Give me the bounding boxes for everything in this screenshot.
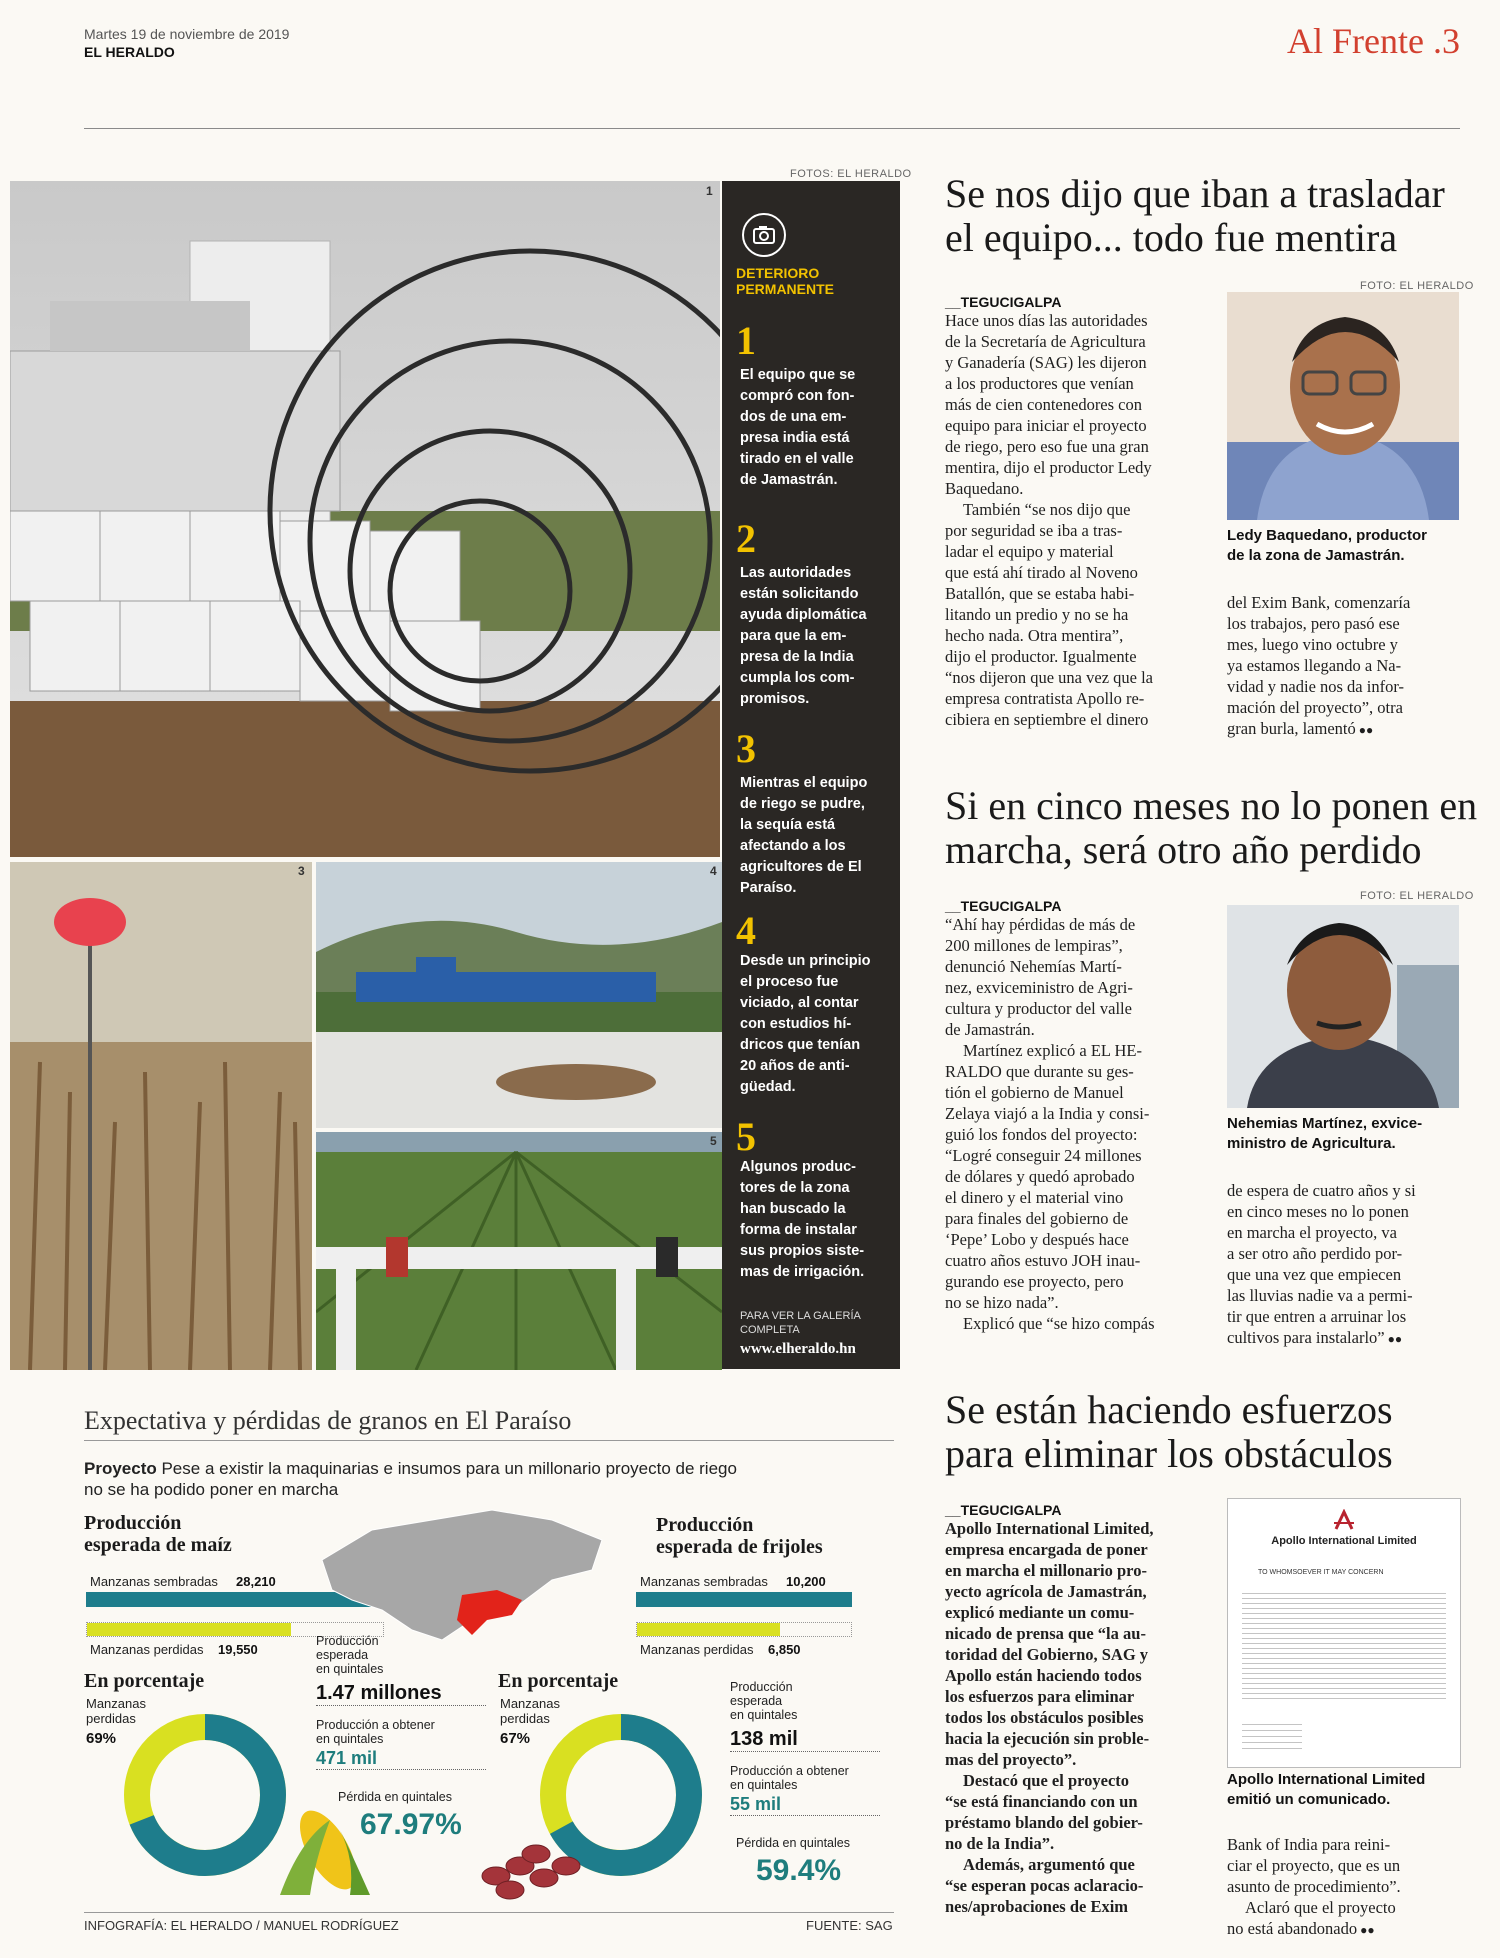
sidebar-item-text: El equipo que se compró con fon- dos de una em- presa india está tirado en el valle de Jamastrán. (740, 367, 856, 488)
document-signature (1242, 1719, 1302, 1749)
infographic-rule (84, 1440, 894, 1441)
frijoles-pct-label: Manzanas perdidas (500, 1696, 560, 1726)
maiz-pct-label: Manzanas perdidas (86, 1696, 146, 1726)
maiz-esperada-value: 1.47 millones (316, 1682, 486, 1706)
photo-irrigation-pipes (316, 1132, 722, 1370)
article1-headline: Se nos dijo que iban a trasladar el equipo... todo fue mentira (945, 171, 1445, 260)
article2-headline: Si en cinco meses no lo ponen en marcha, será otro año perdido (945, 783, 1478, 872)
article1-caption: Ledy Baquedano, productor de la zona de Jamastrán. (1227, 527, 1428, 564)
newspaper-name: EL HERALDO (84, 44, 175, 60)
frijoles-obtener-label: Producción a obtener en quintales (730, 1764, 849, 1792)
frijoles-perdidas-value: 6,850 (768, 1642, 801, 1657)
sidebar-item-number: 4 (736, 908, 756, 953)
frijoles-sembradas-label: Manzanas sembradas (640, 1574, 768, 1589)
photo-number-4: 4 (710, 864, 717, 878)
document-company: Apollo International Limited (1271, 1535, 1417, 1547)
gallery-note: PARA VER LA GALERÍA COMPLETA (740, 1310, 861, 1336)
maiz-perdidas-bar (87, 1623, 291, 1636)
frijoles-esperada-label: Producción esperada en quintales (730, 1680, 798, 1722)
issue-date: Martes 19 de noviembre de 2019 (84, 26, 290, 42)
sidebar-title-line2: PERMANENTE (736, 281, 835, 297)
photo-number-5: 5 (710, 1134, 717, 1148)
photo-warehouse-razor-wire (10, 181, 720, 857)
maiz-esperada-label: Producción esperada en quintales (316, 1634, 384, 1676)
header-rule (84, 128, 1460, 129)
article1-column1: Hace unos días las autoridades de la Secretaría de Agricultura y Ganadería (SAG) les dijeron a los productores que venían más de cien contenedores con equipo para iniciar el proyecto de riego, pero eso fue una gran mentira, dijo el productor Ledy Baquedano. También “se nos dijo que por seguridad se iba a tras- ladar el equipo y material que está ahí tirado al Noveno Batallón, que se estaba habi- litando un predio y no se ha hecho nada. Otra mentira”, dijo el productor. Igualmente “nos dijeron que una vez que la empresa contratista Apollo re- cibiera en septiembre el dinero (945, 311, 1154, 729)
photo-number-3: 3 (298, 864, 305, 878)
infographic-source: FUENTE: SAG (806, 1918, 893, 1933)
article1-dateline: __TEGUCIGALPA (945, 294, 1062, 310)
infographic-credit: INFOGRAFÍA: EL HERALDO / MANUEL RODRÍGUEZ (84, 1918, 399, 1933)
maiz-perdida-value: 67.97% (360, 1808, 462, 1841)
frijoles-perdidas-bar (637, 1623, 780, 1636)
article1-photo-credit: FOTO: EL HERALDO (1360, 280, 1474, 292)
frijoles-pct-heading: En porcentaje (498, 1670, 619, 1692)
photos-credit: FOTOS: EL HERALDO (790, 168, 912, 180)
frijoles-perdidas-label: Manzanas perdidas (640, 1642, 754, 1657)
photo-blue-machinery (316, 862, 722, 1128)
honduras-map (312, 1500, 612, 1655)
article3-caption: Apollo International Limited emitió un comunicado. (1227, 1771, 1426, 1808)
camera-icon (742, 213, 786, 257)
infographic-lead: Proyecto Pese a existir la maquinarias e insumos para un millonario proyecto de riego no se ha podido poner en marcha (84, 1459, 737, 1499)
sidebar-item-number: 1 (736, 318, 756, 363)
infographic-footer-rule (84, 1912, 894, 1913)
frijoles-sembradas-bar (636, 1592, 852, 1607)
end-mark-icon: ●● (1357, 1923, 1375, 1937)
article3-column1: Apollo International Limited, empresa encargada de poner en marcha el millonario pro- yecto agrícola de Jamastrán, explicó mediante un comu- nicado de prensa que “la au- toridad del Gobierno, SAG y Apollo están haciendo todos los esfuerzos para eliminar todos los obstáculos posibles hacia la ejecución sin proble- mas del proyecto”. Destacó que el proyecto “se está financiando con un préstamo blando del gobier- no de la India”. Además, argumentó que “se esperan pocas aclaracio- nes/aprobaciones de Exim (945, 1519, 1154, 1916)
sidebar-item-text: Algunos produc- tores de la zona han buscado la forma de instalar sus propios siste- mas de irrigación. (740, 1159, 865, 1280)
beans-icon (476, 1836, 586, 1902)
maiz-obtener-label: Producción a obtener en quintales (316, 1718, 435, 1746)
frijoles-perdida-value: 59.4% (756, 1854, 842, 1887)
photo-number-1: 1 (706, 184, 713, 198)
apollo-press-release-document (1227, 1498, 1461, 1768)
frijoles-pct-value: 67% (500, 1730, 531, 1747)
article2-dateline: __TEGUCIGALPA (945, 898, 1062, 914)
document-to: TO WHOMSOEVER IT MAY CONCERN (1258, 1569, 1384, 1576)
maiz-perdidas-label: Manzanas perdidas (90, 1642, 204, 1657)
sidebar-deterioro-permanente (722, 181, 900, 1369)
sidebar-item-text: Desde un principio el proceso fue viciado, al contar con estudios hí- dricos que tenían 20 años de anti- güedad. (740, 953, 871, 1095)
photo-dry-cornfield (10, 862, 312, 1370)
article2-column2: de espera de cuatro años y si en cinco meses no lo ponen en marcha el proyecto, va a ser otro año perdido por- que una vez que empiecen las lluvias nadie va a permi- tir que entren a arruinar los cultivos para instalarlo” ●● (1227, 1181, 1416, 1347)
maiz-heading: Producción esperada de maíz (84, 1512, 232, 1556)
end-mark-icon: ●● (1355, 723, 1374, 737)
frijoles-sembradas-value: 10,200 (786, 1574, 826, 1589)
article2-column1: “Ahí hay pérdidas de más de 200 millones de lempiras”, denunció Nehemías Martí- nez, exviceministro de Agri- cultura y productor del valle de Jamastrán. Martínez explicó a EL HE- RALDO que durante su ges- tión el gobierno de Manuel Zelaya viajó a la India y consi- guió los fondos del proyecto: “Logré conseguir 24 millones de dólares y quedó aprobado el dinero y el material vino para finales del gobierno de ‘Pepe’ Lobo y después hace cuatro años estuvo JOH inau- gurando ese proyecto, pero no se hizo nada”. Explicó que “se hizo compás (945, 915, 1155, 1333)
apollo-logo-icon (1332, 1509, 1356, 1533)
document-body-lines (1242, 1589, 1446, 1699)
sidebar-title-line1: DETERIORO (736, 265, 820, 281)
maiz-sembradas-label: Manzanas sembradas (90, 1574, 218, 1589)
sidebar-item-number: 2 (736, 516, 756, 561)
article1-column2: del Exim Bank, comenzaría los trabajos, pero pasó ese mes, luego vino octubre y ya estamos llegando a Na- vidad y nadie nos da infor- mación del proyecto”, otra gran burla, lamentó ●● (1227, 593, 1411, 738)
portrait-nehemias-martinez (1227, 905, 1459, 1108)
section-title: Al Frente .3 (1287, 21, 1460, 61)
frijoles-obtener-value: 55 mil (730, 1794, 880, 1816)
maiz-sembradas-value: 28,210 (236, 1574, 276, 1589)
sidebar-item-number: 5 (736, 1114, 756, 1159)
portrait-ledy-baquedano (1227, 292, 1459, 520)
maiz-perdida-label: Pérdida en quintales (338, 1790, 452, 1804)
sidebar-item-text: Las autoridades están solicitando ayuda diplomática para que la em- presa de la India cumpla los com- promisos. (740, 565, 867, 707)
frijoles-perdida-label: Pérdida en quintales (736, 1836, 850, 1850)
article2-photo-credit: FOTO: EL HERALDO (1360, 890, 1474, 902)
infographic-title: Expectativa y pérdidas de granos en El Paraíso (84, 1406, 572, 1435)
frijoles-esperada-value: 138 mil (730, 1728, 880, 1752)
map-el-paraiso (457, 1590, 522, 1635)
maiz-pct-heading: En porcentaje (84, 1670, 205, 1692)
article3-dateline: __TEGUCIGALPA (945, 1502, 1062, 1518)
maiz-pct-value: 69% (86, 1730, 117, 1747)
article3-headline: Se están haciendo esfuerzos para eliminar los obstáculos (945, 1387, 1393, 1476)
maiz-perdidas-value: 19,550 (218, 1642, 258, 1657)
sidebar-item-text: Mientras el equipo de riego se pudre, la sequía está afectando a los agricultores de El Paraíso. (740, 775, 868, 896)
sidebar-item-number: 3 (736, 726, 756, 771)
article3-column2: Bank of India para reini- ciar el proyecto, que es un asunto de procedimiento”. Aclaró que el proyecto no está abandonado ●● (1227, 1835, 1401, 1938)
article2-caption: Nehemias Martínez, exvice- ministro de Agricultura. (1227, 1115, 1423, 1152)
frijoles-heading: Producción esperada de frijoles (656, 1514, 823, 1558)
maiz-obtener-value: 471 mil (316, 1748, 486, 1770)
end-mark-icon: ●● (1384, 1332, 1403, 1346)
frijoles-perdidas-bar-track (636, 1622, 852, 1637)
gallery-link[interactable]: www.elheraldo.hn (740, 1341, 856, 1357)
